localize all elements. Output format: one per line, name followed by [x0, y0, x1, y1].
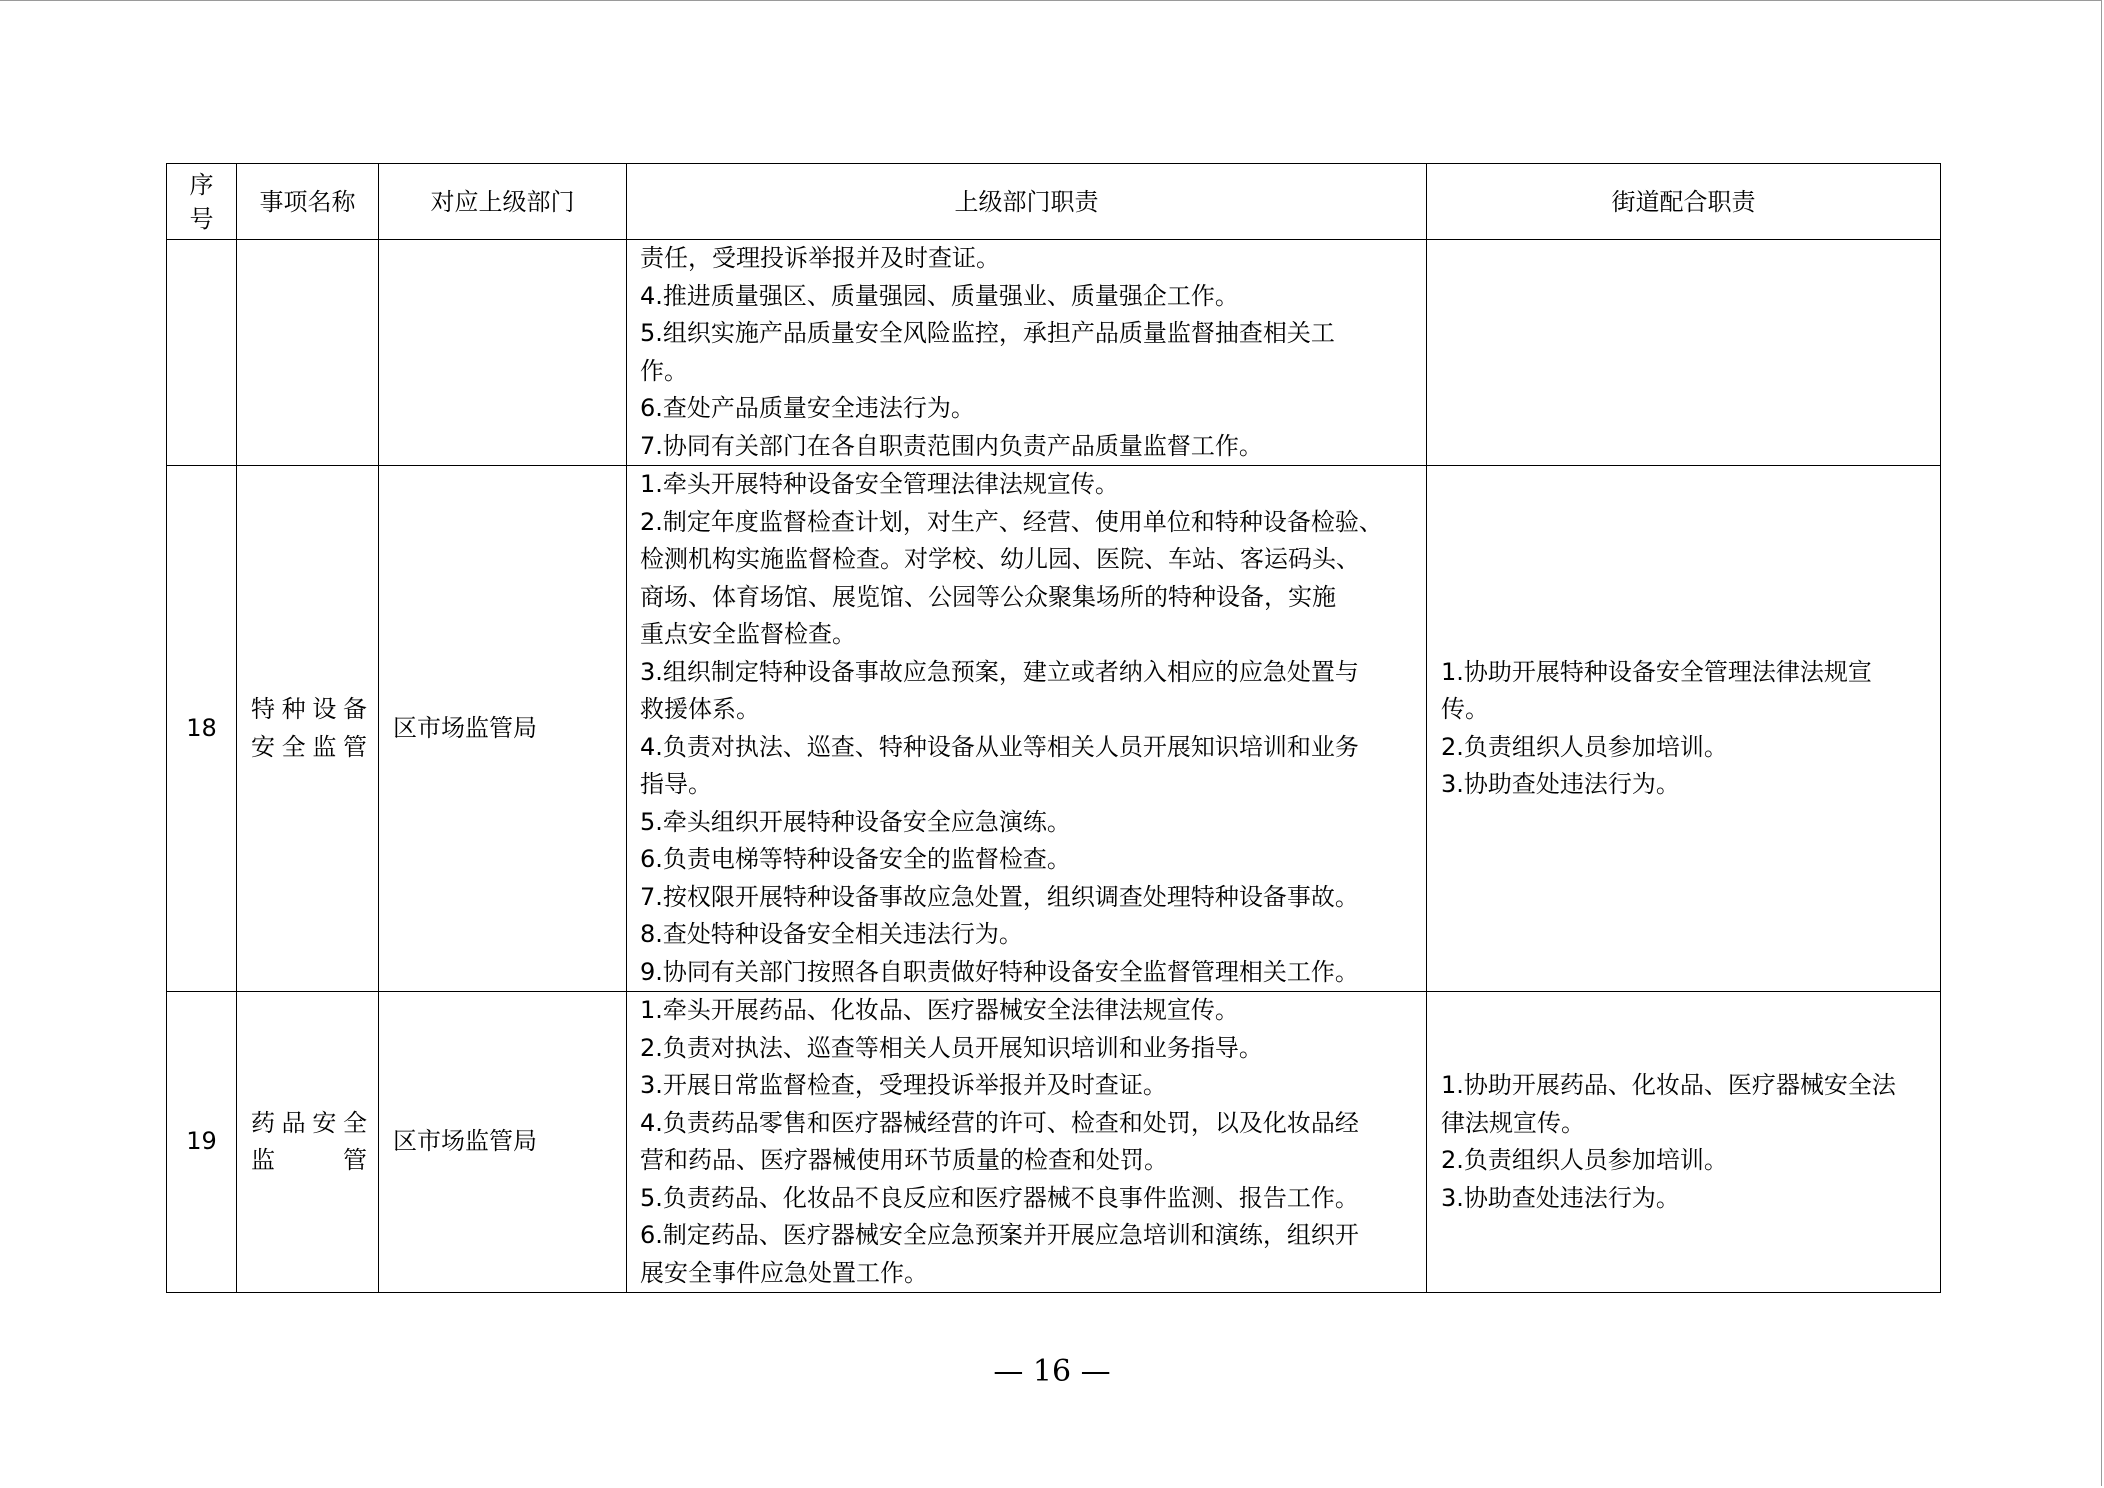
street-duty-line: 1.协助开展特种设备安全管理法律法规宣 [1441, 657, 1872, 686]
duty-line: 作。 [640, 356, 688, 385]
duty-line: 指导。 [640, 770, 712, 798]
duty-line: 2.制定年度监督检查计划，对生产、经营、使用单位和特种设备检验、 [640, 507, 1383, 536]
street-duty-line: 3.协助查处违法行为。 [1441, 1183, 1680, 1212]
table-row [167, 466, 1941, 992]
item-name-cell: 特种设备安全监管 [237, 466, 379, 992]
street-duty-line: 2.负责组织人员参加培训。 [1441, 1146, 1728, 1174]
department-cell: 区市场监管局 [379, 992, 627, 1293]
duty-line: 4.推进质量强区、质量强园、质量强业、质量强企工作。 [640, 281, 1239, 310]
duty-line: 5.牵头组织开展特种设备安全应急演练。 [640, 807, 1071, 836]
duty-line: 9.协同有关部门按照各自职责做好特种设备安全监督管理相关工作。 [640, 957, 1359, 986]
serial-number-cell [167, 240, 237, 466]
duty-line: 2.负责对执法、巡查等相关人员开展知识培训和业务指导。 [640, 1033, 1263, 1062]
street-duty-line: 律法规宣传。 [1441, 1108, 1585, 1137]
superior-duty-cell [627, 240, 1427, 466]
duty-line: 营和药品、医疗器械使用环节质量的检查和处罚。 [640, 1146, 1168, 1174]
duty-line: 5.负责药品、化妆品不良反应和医疗器械不良事件监测、报告工作。 [640, 1183, 1359, 1212]
street-duty-cell [1427, 992, 1941, 1293]
table-body [167, 240, 1941, 1293]
serial-number-cell: 19 [167, 992, 237, 1293]
street-duty-line: 传。 [1441, 695, 1489, 723]
duty-line: 5.组织实施产品质量安全风险监控，承担产品质量监督抽查相关工 [640, 319, 1335, 347]
street-duty-line: 3.协助查处违法行为。 [1441, 770, 1680, 798]
duty-line: 1.牵头开展药品、化妆品、医疗器械安全法律法规宣传。 [640, 996, 1239, 1024]
header-serial-char-1: 序 [189, 170, 214, 199]
duty-line: 3.组织制定特种设备事故应急预案，建立或者纳入相应的应急处置与 [640, 657, 1359, 686]
superior-duty-cell [627, 466, 1427, 992]
page-number: — 16 — [993, 1354, 1111, 1389]
table-row [167, 992, 1941, 1293]
duty-line: 8.查处特种设备安全相关违法行为。 [640, 920, 1023, 948]
header-item-name: 事项名称 [237, 164, 379, 240]
duty-line: 7.协同有关部门在各自职责范围内负责产品质量监督工作。 [640, 431, 1263, 460]
superior-duty-cell [627, 992, 1427, 1293]
header-serial-char-2: 号 [189, 204, 214, 233]
header-serial-number [167, 164, 237, 240]
duty-line: 4.负责对执法、巡查、特种设备从业等相关人员开展知识培训和业务 [640, 732, 1359, 761]
street-duty-line: 1.协助开展药品、化妆品、医疗器械安全法 [1441, 1071, 1896, 1099]
table-header-row [167, 164, 1941, 240]
duty-line: 责任，受理投诉举报并及时查证。 [640, 244, 1000, 272]
street-duty-cell [1427, 466, 1941, 992]
duty-line: 6.负责电梯等特种设备安全的监督检查。 [640, 845, 1071, 873]
header-superior-department: 对应上级部门 [379, 164, 627, 240]
item-name-cell [237, 240, 379, 466]
duty-line: 重点安全监督检查。 [640, 620, 856, 648]
duty-line: 3.开展日常监督检查，受理投诉举报并及时查证。 [640, 1071, 1167, 1099]
table-row [167, 240, 1941, 466]
header-superior-duties: 上级部门职责 [627, 164, 1427, 240]
duty-line: 展安全事件应急处置工作。 [640, 1258, 928, 1287]
duty-line: 7.按权限开展特种设备事故应急处置，组织调查处理特种设备事故。 [640, 882, 1359, 911]
street-duty-cell [1427, 240, 1941, 466]
duty-line: 4.负责药品零售和医疗器械经营的许可、检查和处罚，以及化妆品经 [640, 1108, 1359, 1137]
duty-table [166, 163, 1941, 1293]
duty-line: 救援体系。 [640, 695, 760, 723]
serial-number-cell: 18 [167, 466, 237, 992]
duty-line: 6.制定药品、医疗器械安全应急预案并开展应急培训和演练，组织开 [640, 1221, 1359, 1249]
street-duty-line: 2.负责组织人员参加培训。 [1441, 732, 1728, 761]
duty-line: 1.牵头开展特种设备安全管理法律法规宣传。 [640, 470, 1119, 498]
department-cell [379, 240, 627, 466]
duty-line: 检测机构实施监督检查。对学校、幼儿园、医院、车站、客运码头、 [640, 545, 1360, 573]
duty-line: 商场、体育场馆、展览馆、公园等公众聚集场所的特种设备，实施 [640, 582, 1336, 611]
item-name-cell: 药品安全监管 [237, 992, 379, 1293]
header-street-duties: 街道配合职责 [1427, 164, 1941, 240]
duty-line: 6.查处产品质量安全违法行为。 [640, 394, 975, 422]
department-cell: 区市场监管局 [379, 466, 627, 992]
